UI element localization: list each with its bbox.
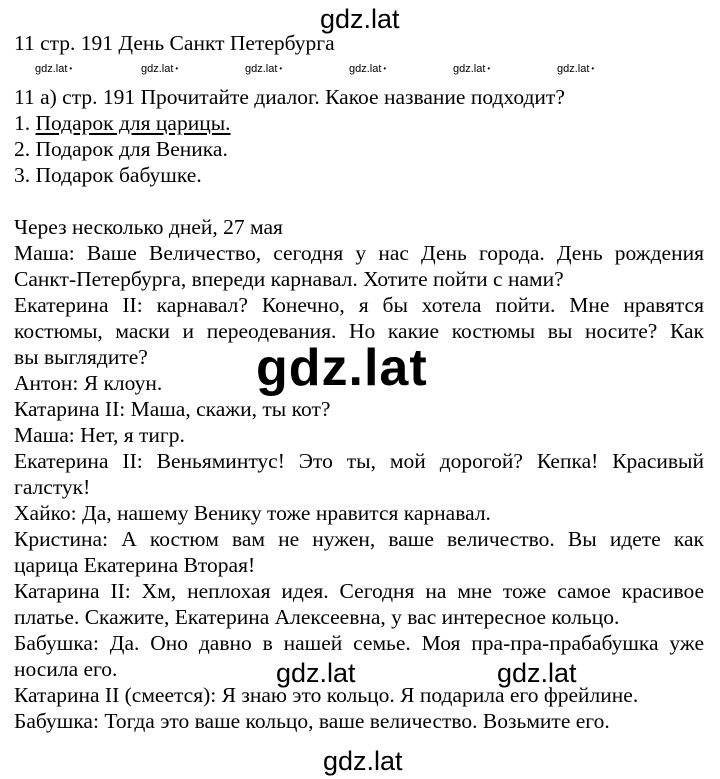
dialogue-line: Бабушка: Да. Оно давно в нашей семье. Моя пра-пра-прабабушка уже (14, 631, 704, 655)
dialogue-line: носила его. (14, 657, 118, 681)
dialogue-date: Через несколько дней, 27 мая (14, 215, 283, 239)
watermark-mid-left: gdz.lat (276, 658, 356, 688)
dialogue-line: Екатерина II: Веньяминтус! Это ты, мой дорогой? Кепка! Красивый (14, 449, 704, 473)
dialogue-line: Катарина II: Хм, неплохая идея. Сегодня на мне тоже самое красивое (14, 579, 704, 603)
dialogue-line: Катарина II (смеется): Я знаю это кольцо. Я подарила его фрейлине. (14, 683, 639, 707)
dialogue-line: галстук! (14, 475, 91, 499)
watermark-small-4: gdz.lat • (349, 63, 386, 75)
dialogue-line: царица Екатерина Вторая! (14, 553, 256, 577)
dialogue-line: Маша: Ваше Величество, сегодня у нас День города. День рождения (14, 241, 704, 265)
dialogue-line: платье. Скажите, Екатерина Алексеевна, у вас интересное кольцо. (14, 605, 620, 629)
watermark-bottom: gdz.lat (323, 746, 403, 776)
task-heading: 11 а) стр. 191 Прочитайте диалог. Какое название подходит? (14, 85, 565, 109)
option-1 (14, 110, 231, 136)
option-3: 3. Подарок бабушке. (14, 163, 202, 187)
option-1-number: 1. (14, 111, 36, 135)
dialogue-line: Кристина: А костюм вам не нужен, ваше величество. Вы идете как (14, 527, 704, 551)
watermark-top: gdz.lat (320, 4, 400, 34)
option-2: 2. Подарок для Веника. (14, 137, 228, 161)
dialogue-line: Бабушка: Тогда это ваше кольцо, ваше величество. Возьмите его. (14, 709, 610, 733)
dialogue-line: костюмы, маски и переодевания. Но какие костюмы вы носите? Как (14, 319, 704, 343)
dialogue-line: Санкт-Петербурга, впереди карнавал. Хотите пойти с нами? (14, 267, 564, 291)
dialogue-line: Катарина II: Маша, скажи, ты кот? (14, 397, 331, 421)
watermark-center: gdz.lat (256, 339, 428, 397)
watermark-mid-right: gdz.lat (497, 658, 577, 688)
watermark-small-2: gdz.lat • (141, 63, 178, 75)
doc-heading: 11 стр. 191 День Санкт Петербурга (14, 31, 335, 55)
option-1-answer: Подарок для царицы. (35, 111, 231, 135)
watermark-small-6: gdz.lat • (557, 63, 594, 75)
dialogue-line: Маша: Нет, я тигр. (14, 423, 185, 447)
dialogue-line: Антон: Я клоун. (14, 371, 163, 395)
watermark-small-1: gdz.lat • (35, 63, 72, 75)
dialogue-line: вы выглядите? (14, 345, 148, 369)
dialogue-line: Хайко: Да, нашему Венику тоже нравится карнавал. (14, 501, 491, 525)
watermark-small-3: gdz.lat • (245, 63, 282, 75)
watermark-small-5: gdz.lat • (453, 63, 490, 75)
dialogue-line: Екатерина II: карнавал? Конечно, я бы хотела пойти. Мне нравятся (14, 293, 704, 317)
